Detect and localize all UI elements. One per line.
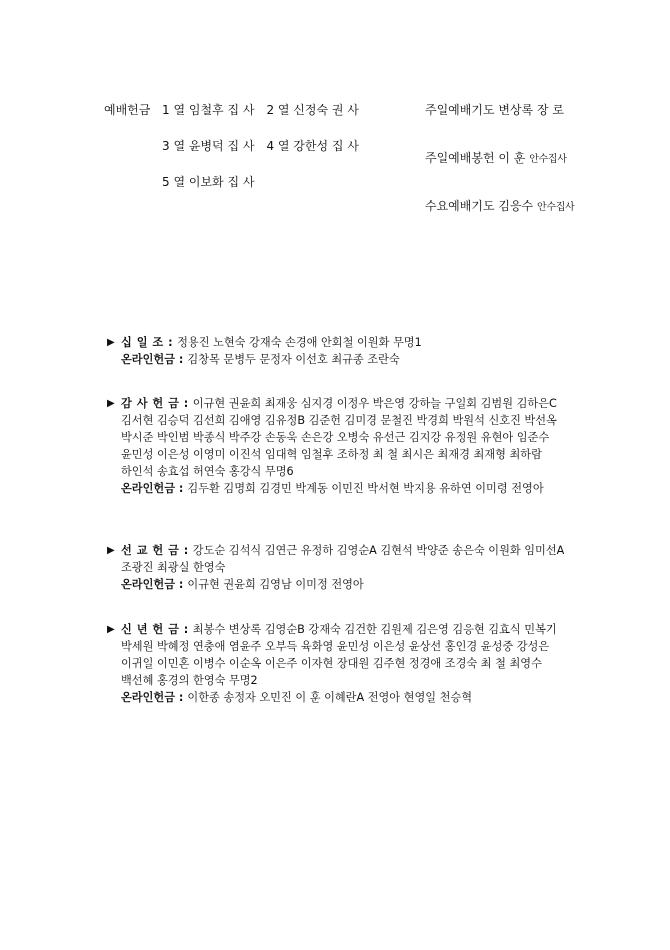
offering-title: 선 교 헌 금 : [121, 544, 189, 557]
usher-entry: 2 열 신정숙 권 사 [266, 103, 359, 117]
arrow-marker-icon: ▶ [107, 545, 115, 556]
worship-offering-row [104, 173, 371, 209]
service-role-title: 안수집사 [536, 202, 575, 213]
online-offering-row [107, 576, 564, 593]
offering-title: 감 사 헌 금 : [121, 397, 189, 410]
offering-names-line: 김서현 김승덕 김선희 김애영 김유정B 김준헌 김미경 문철진 박경희 박원석 신호진 박선옥 [121, 414, 557, 427]
offering-names: 이규현 권윤희 최재웅 심지경 이정우 박은영 강하늘 구일회 김범원 김하은C [192, 397, 557, 410]
online-offering-names: 이규현 권윤희 김영남 이미정 전영아 [187, 578, 364, 591]
offering-title: 십 일 조 : [121, 336, 174, 349]
offering-header-row [107, 334, 422, 351]
offering-section-mission [107, 542, 564, 593]
online-offering-row [107, 480, 557, 497]
offering-names-line: 백선혜 홍경의 한영숙 무명2 [121, 674, 258, 687]
offering-section-tithe [107, 334, 422, 368]
offering-header-row [107, 621, 557, 638]
worship-offering-label: 예배헌금 [104, 103, 151, 117]
offering-names-line: 이귀일 이민혼 이병수 이순옥 이은주 이자현 장대원 김주현 정경애 조경숙 최 철 최영수 [121, 657, 542, 670]
online-offering-title: 온라인헌금 : [121, 353, 184, 366]
usher-entry: 5 열 이보화 집 사 [162, 175, 255, 189]
online-offering-title: 온라인헌금 : [121, 482, 184, 495]
usher-entry: 1 열 임철후 집 사 [162, 103, 255, 117]
online-offering-names: 김창목 문병두 문정자 이선호 최규종 조란숙 [187, 353, 400, 366]
offering-names-line: 윤민성 이은성 이영미 이진석 임대혁 임철후 조하정 최 철 최시은 최재경 최재형 최하람 [121, 448, 542, 461]
usher-entry: 3 열 윤병덕 집 사 [162, 139, 255, 153]
arrow-marker-icon: ▶ [107, 337, 115, 348]
offering-section-new-year [107, 621, 557, 706]
worship-offering-row [104, 137, 371, 173]
service-role-row [425, 101, 574, 149]
service-role-text: 주일예배봉헌 이 훈 [425, 151, 530, 165]
offering-names: 강도순 김석식 김연근 유정하 김영순A 김현석 박양준 송은숙 이원화 임미선A [192, 544, 565, 557]
offering-names-line: 하인석 송효섭 허연숙 홍강식 무명6 [121, 465, 294, 478]
online-offering-title: 온라인헌금 : [121, 578, 184, 591]
usher-entry: 4 열 강한성 집 사 [266, 139, 359, 153]
service-role-row [425, 149, 574, 197]
service-role-row [425, 197, 574, 245]
service-role-text: 수요예배기도 김응수 [425, 199, 537, 213]
worship-offering-block [104, 101, 371, 209]
online-offering-title: 온라인헌금 : [121, 691, 184, 704]
offering-names-line: 박시준 박인범 박종식 박주강 손동욱 손은강 오병숙 유선근 김지강 유정원 유현아 임준수 [121, 431, 550, 444]
offering-names-line: 박세원 박혜정 연충애 염윤주 오부득 육화영 윤민성 이은성 윤상선 홍인경 윤성중 강성은 [121, 640, 550, 653]
arrow-marker-icon: ▶ [107, 624, 115, 635]
offering-names: 정용진 노현숙 강재숙 손경애 안회철 이원화 무명1 [177, 336, 422, 349]
offering-header-row [107, 542, 564, 559]
offering-title: 신 년 헌 금 : [121, 623, 189, 636]
offering-names: 최봉수 변상록 김영순B 강재숙 김건한 김원제 김은영 김응현 김효식 민복기 [192, 623, 557, 636]
offering-section-thanksgiving [107, 395, 557, 497]
arrow-marker-icon: ▶ [107, 398, 115, 409]
online-offering-names: 이한종 송정자 오민진 이 훈 이혜란A 전영아 현영일 천승혁 [187, 691, 473, 704]
offering-header-row [107, 395, 557, 412]
service-role-title: 안수집사 [529, 154, 567, 165]
service-role-text: 주일예배기도 변상록 장 로 [425, 103, 564, 117]
online-offering-names: 김두환 김명희 김경민 박계동 이민진 박서현 박지용 유하연 이미령 전영아 [187, 482, 544, 495]
online-offering-row [107, 689, 557, 706]
worship-offering-row [104, 101, 371, 137]
service-roles-block [425, 101, 574, 245]
online-offering-row [107, 351, 422, 368]
offering-names-line: 조광진 최광실 한영숙 [121, 561, 226, 574]
